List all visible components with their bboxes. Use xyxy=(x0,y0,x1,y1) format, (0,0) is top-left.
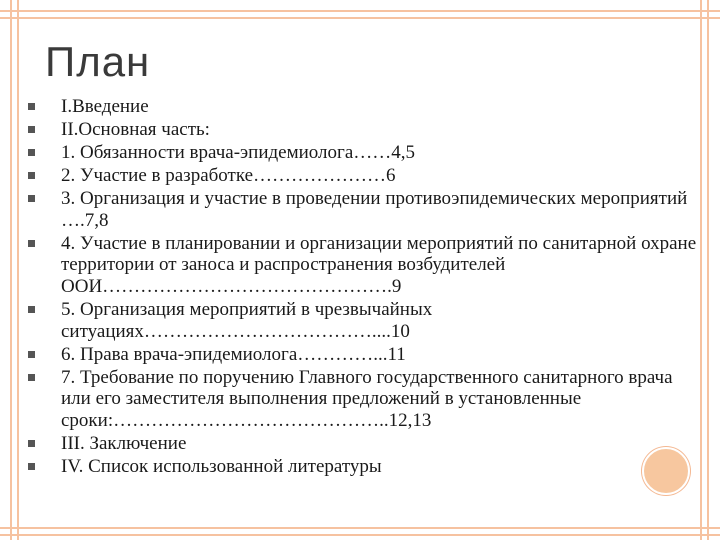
square-bullet-icon xyxy=(28,463,35,470)
frame-line-left-outer xyxy=(10,0,12,540)
list-item xyxy=(26,142,698,164)
list-item-text: 4. Участие в планировании и организации мероприятий по санитарной охране территории от заноса и распространения возбудителей ООИ……………………………………….9 xyxy=(61,232,697,297)
square-bullet-icon xyxy=(28,126,35,133)
list-item xyxy=(26,299,698,342)
square-bullet-icon xyxy=(28,103,35,110)
square-bullet-icon xyxy=(28,351,35,358)
frame-line-bottom-inner xyxy=(0,527,720,529)
list-item xyxy=(26,165,698,187)
list-item xyxy=(26,188,698,231)
list-item xyxy=(26,119,698,141)
square-bullet-icon xyxy=(28,440,35,447)
list-item-text: 1. Обязанности врача-эпидемиолога……4,5 xyxy=(61,142,416,164)
orange-circle-icon xyxy=(642,447,690,495)
list-item xyxy=(26,456,698,478)
square-bullet-icon xyxy=(28,149,35,156)
frame-line-bottom-outer xyxy=(0,534,720,536)
list-item-text: 5. Организация мероприятий в чрезвычайных ситуациях………………………………....10 xyxy=(61,299,433,342)
frame-line-right-outer xyxy=(707,0,709,540)
list-item xyxy=(26,96,698,118)
frame-line-left-inner xyxy=(17,0,19,540)
list-item-text: 2. Участие в разработке…………………6 xyxy=(61,165,396,187)
list-item xyxy=(26,233,698,298)
list-item-text: IV. Список использованной литературы xyxy=(61,455,382,477)
list-item-text: 6. Права врача-эпидемиолога…………...11 xyxy=(61,343,406,365)
list-item xyxy=(26,367,698,432)
frame-line-right-inner xyxy=(700,0,702,540)
list-item-text: I.Введение xyxy=(61,96,149,117)
frame-line-top-inner xyxy=(0,17,720,19)
list-item xyxy=(26,344,698,366)
frame-line-top-outer xyxy=(0,10,720,12)
list-item-text: 7. Требование по поручению Главного государственного санитарного врача или его заместителя выполнения предложений в установленные сроки:……………………………………..12,13 xyxy=(61,366,673,431)
square-bullet-icon xyxy=(28,195,35,202)
square-bullet-icon xyxy=(28,172,35,179)
plan-list xyxy=(26,96,698,479)
list-item-text: III. Заключение xyxy=(61,432,187,454)
list-item-text: II.Основная часть: xyxy=(61,119,210,141)
list-item xyxy=(26,433,698,455)
square-bullet-icon xyxy=(28,240,35,247)
square-bullet-icon xyxy=(28,306,35,313)
square-bullet-icon xyxy=(28,374,35,381)
slide-title: План xyxy=(45,38,151,85)
list-item-text: 3. Организация и участие в проведении противоэпидемических мероприятий ….7,8 xyxy=(61,188,688,231)
